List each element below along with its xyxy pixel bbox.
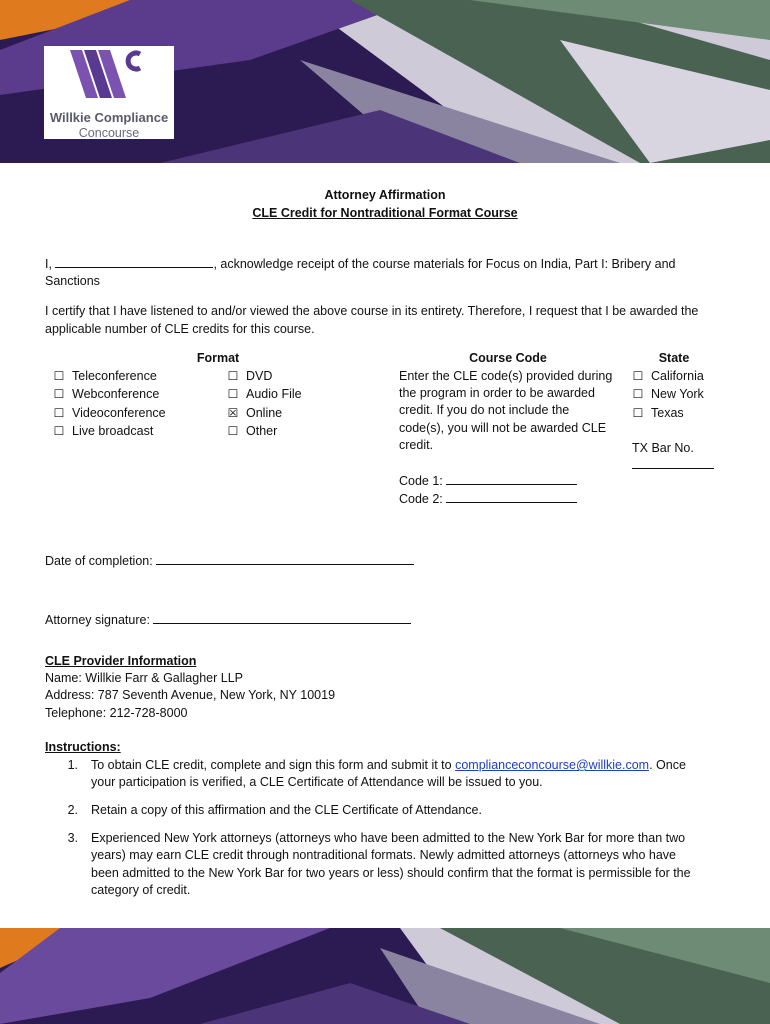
code-1-row — [399, 472, 577, 490]
course-code-text: Enter the CLE code(s) provided during — [399, 369, 613, 383]
email-link[interactable]: complianceconcourse@willkie.com — [455, 758, 650, 772]
date-field[interactable] — [156, 552, 414, 565]
provider-address: Address: 787 Seventh Avenue, New York, NY 10019 — [45, 688, 336, 702]
format-option-live-broadcast[interactable]: ☐ Live broadcast — [53, 424, 154, 438]
signature-label: Attorney signature: — [45, 613, 150, 627]
checkbox-empty-icon[interactable]: ☐ — [632, 387, 644, 401]
instruction-number: 3. — [67, 831, 78, 845]
checkbox-empty-icon[interactable]: ☐ — [227, 369, 239, 383]
affirmation-text: , acknowledge receipt of the course materials for Focus on India, Part I: Bribery and — [213, 257, 676, 271]
format-option-teleconference[interactable]: ☐ Teleconference — [53, 369, 157, 383]
instruction-3-line-1: Experienced New York attorneys (attorneys who have been admitted to the New York Bar for more than two — [91, 831, 686, 845]
checkbox-empty-icon[interactable]: ☐ — [632, 369, 644, 383]
format-option-audio-file[interactable]: ☐ Audio File — [227, 387, 302, 401]
code-1-label: Code 1: — [399, 474, 443, 488]
affirmation-line-1 — [45, 255, 675, 273]
checkbox-checked-icon[interactable]: ☒ — [227, 406, 239, 420]
state-option-texas[interactable]: ☐ Texas — [632, 406, 684, 420]
provider-telephone: Telephone: 212-728-8000 — [45, 706, 188, 720]
tx-bar-label: TX Bar No. — [632, 441, 694, 455]
course-code-text: credit. If you do not include the — [399, 403, 570, 417]
instruction-3-line-4: category of credit. — [91, 883, 191, 897]
format-option-online[interactable]: ☒ Online — [227, 406, 283, 420]
checkbox-empty-icon[interactable]: ☐ — [53, 424, 65, 438]
willkie-logo-mark — [70, 50, 150, 106]
code-2-field[interactable] — [446, 490, 577, 503]
logo-subtitle: Concourse — [78, 126, 140, 140]
checkbox-empty-icon[interactable]: ☐ — [227, 387, 239, 401]
state-option-california[interactable]: ☐ California — [632, 369, 704, 383]
format-option-dvd[interactable]: ☐ DVD — [227, 369, 273, 383]
course-code-heading: Course Code — [469, 351, 547, 365]
tx-bar-row — [632, 456, 714, 474]
logo-name: Willkie Compliance — [49, 110, 169, 125]
checkbox-empty-icon[interactable]: ☐ — [53, 387, 65, 401]
tx-bar-field[interactable] — [632, 456, 714, 469]
format-option-videoconference[interactable]: ☐ Videoconference — [53, 406, 166, 420]
instruction-number: 1. — [67, 758, 78, 772]
code-2-row — [399, 490, 577, 508]
certify-line-1: I certify that I have listened to and/or viewed the above course in its entirety. Therefore, I request that I be awarded the — [45, 304, 699, 318]
code-2-label: Code 2: — [399, 492, 443, 506]
company-logo — [44, 46, 174, 139]
provider-heading: CLE Provider Information — [45, 654, 197, 668]
checkbox-empty-icon[interactable]: ☐ — [227, 424, 239, 438]
code-1-field[interactable] — [446, 472, 577, 485]
state-heading: State — [658, 351, 690, 365]
checkbox-empty-icon[interactable]: ☐ — [53, 406, 65, 420]
footer-banner — [0, 928, 770, 1024]
page-title: Attorney Affirmation — [324, 188, 446, 202]
instruction-3-line-2: years) may earn CLE credit through nontraditional formats. Newly admitted attorneys (attorneys who have — [91, 848, 676, 862]
page-subtitle: CLE Credit for Nontraditional Format Course — [252, 206, 518, 220]
name-field[interactable] — [55, 255, 213, 268]
signature-field[interactable] — [153, 611, 411, 624]
signature-row — [45, 611, 411, 629]
instruction-number: 2. — [67, 803, 78, 817]
checkbox-empty-icon[interactable]: ☐ — [53, 369, 65, 383]
date-label: Date of completion: — [45, 554, 153, 568]
instruction-1-line-2: your participation is verified, a CLE Certificate of Attendance will be issued to you. — [91, 775, 543, 789]
instructions-heading: Instructions: — [45, 740, 121, 754]
date-row — [45, 552, 414, 570]
instruction-3-line-3: been admitted to the New York Bar for two years or less) should confirm that the format is permissible for the — [91, 866, 691, 880]
format-heading: Format — [196, 351, 240, 365]
format-option-other[interactable]: ☐ Other — [227, 424, 278, 438]
course-code-text: code(s), you will not be awarded CLE — [399, 421, 607, 435]
certify-line-2: applicable number of CLE credits for this course. — [45, 322, 315, 336]
provider-name: Name: Willkie Farr & Gallagher LLP — [45, 671, 243, 685]
format-option-webconference[interactable]: ☐ Webconference — [53, 387, 160, 401]
checkbox-empty-icon[interactable]: ☐ — [632, 406, 644, 420]
affirmation-prefix: I, — [45, 257, 52, 271]
instruction-2-line-1: Retain a copy of this affirmation and the CLE Certificate of Attendance. — [91, 803, 482, 817]
state-option-new-york[interactable]: ☐ New York — [632, 387, 704, 401]
course-code-text: the program in order to be awarded — [399, 386, 595, 400]
affirmation-line-2: Sanctions — [45, 274, 100, 288]
instruction-1-line-1: To obtain CLE credit, complete and sign this form and submit it to complianceconcourse@willkie.com. Once — [91, 758, 686, 772]
course-code-text: credit. — [399, 438, 434, 452]
